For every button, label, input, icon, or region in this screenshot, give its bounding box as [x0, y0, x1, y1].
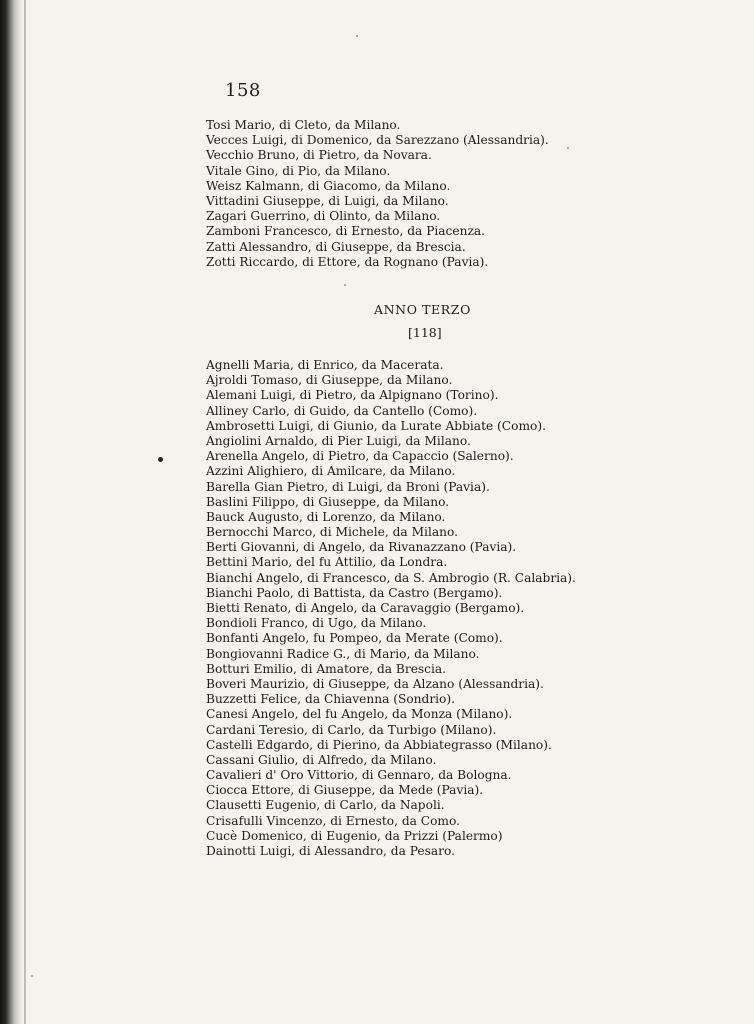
list-item: Vitale Gino, di Pio, da Milano. [206, 163, 391, 178]
section-count: [118] [408, 325, 442, 340]
list-item: Zagari Guerrino, di Olinto, da Milano. [206, 209, 441, 224]
list-item: Bernocchi Marco, di Michele, da Milano. [206, 525, 458, 540]
list-item: Cardani Teresio, di Carlo, da Turbigo (Milano). [206, 722, 497, 737]
list-item: Botturi Emilio, di Amatore, da Brescia. [206, 661, 447, 676]
list-item: Baslini Filippo, di Giuseppe, da Milano. [206, 494, 450, 509]
list-item: Azzini Alighiero, di Amilcare, da Milano. [206, 464, 456, 479]
list-item: Buzzetti Felice, da Chiavenna (Sondrio). [206, 692, 456, 707]
list-item: Bondioli Franco, di Ugo, da Milano. [206, 616, 427, 631]
list-item: Ambrosetti Luigi, di Giunio, da Lurate Abbiate (Como). [206, 418, 546, 433]
list-item: Tosi Mario, di Cleto, da Milano. [206, 118, 401, 132]
list-item: Ciocca Ettore, di Giuseppe, da Mede (Pavia). [206, 783, 484, 798]
list-item: Boveri Maurizio, di Giuseppe, da Alzano (Alessandria). [206, 676, 544, 691]
list-item: Bongiovanni Radice G., di Mario, da Milano. [206, 646, 480, 661]
list-item: Berti Giovanni, di Angelo, da Rivanazzano (Pavia). [206, 540, 517, 555]
list-item: Zotti Riccardo, di Ettore, da Rognano (Pavia). [206, 254, 489, 269]
page-number: 158 [225, 80, 261, 101]
list-item: Weisz Kalmann, di Giacomo, da Milano. [206, 178, 451, 193]
ink-speck-mark [31, 975, 33, 977]
list-item: Bauck Augusto, di Lorenzo, da Milano. [206, 509, 446, 524]
list-item: Zatti Alessandro, di Giuseppe, da Brescia. [206, 239, 466, 254]
list-item: Bonfanti Angelo, fu Pompeo, da Merate (Como). [206, 631, 503, 646]
ink-dot-mark [158, 457, 163, 462]
list-item: Dainotti Luigi, di Alessandro, da Pesaro. [206, 844, 455, 858]
section-heading: ANNO TERZO [374, 302, 471, 317]
list-item: Bettini Mario, del fu Attilio, da Londra. [206, 555, 448, 570]
ink-speck-mark [356, 35, 358, 37]
list-item: Arenella Angelo, di Pietro, da Capaccio (Salerno). [206, 449, 514, 464]
list-item: Barella Gian Pietro, di Luigi, da Broni (Pavia). [206, 479, 490, 494]
list-item: Cassani Giulio, di Alfredo, da Milano. [206, 752, 437, 767]
list-item: Bianchi Angelo, di Francesco, da S. Ambrogio (R. Calabria). [206, 570, 576, 585]
book-binding-edge [0, 0, 22, 1024]
list-item: Bianchi Paolo, di Battista, da Castro (Bergamo). [206, 585, 503, 600]
list-item: Canesi Angelo, del fu Angelo, da Monza (Milano). [206, 707, 513, 722]
list-item: Clausetti Eugenio, di Carlo, da Napoli. [206, 798, 445, 813]
list-item: Cucè Domenico, di Eugenio, da Prizzi (Palermo) [206, 828, 503, 843]
list-item: Vittadini Giuseppe, di Luigi, da Milano. [206, 193, 449, 208]
list-item: Zamboni Francesco, di Ernesto, da Piacenza. [206, 224, 486, 239]
page-gutter-line [24, 0, 26, 1024]
list-item: Vecces Luigi, di Domenico, da Sarezzano (Alessandria). [206, 133, 549, 148]
list-item: Alliney Carlo, di Guido, da Cantello (Como). [206, 403, 478, 418]
ink-speck-mark [344, 284, 346, 286]
list-item: Alemani Luigi, di Pietro, da Alpignano (Torino). [206, 388, 499, 403]
list-item: Ajroldi Tomaso, di Giuseppe, da Milano. [206, 373, 453, 388]
top-entry-list [206, 118, 549, 270]
list-item: Angiolini Arnaldo, di Pier Luigi, da Milano. [206, 433, 471, 448]
list-item: Vecchio Bruno, di Pietro, da Novara. [206, 148, 432, 163]
main-entry-list [206, 358, 576, 859]
list-item: Castelli Edgardo, di Pierino, da Abbiategrasso (Milano). [206, 737, 552, 752]
list-item: Bietti Renato, di Angelo, da Caravaggio (Bergamo). [206, 601, 525, 615]
list-item: Cavalieri d' Oro Vittorio, di Gennaro, da Bologna. [206, 768, 512, 783]
list-item: Agnelli Maria, di Enrico, da Macerata. [206, 358, 444, 372]
ink-speck-mark [567, 147, 569, 149]
list-item: Crisafulli Vincenzo, di Ernesto, da Como. [206, 813, 460, 828]
